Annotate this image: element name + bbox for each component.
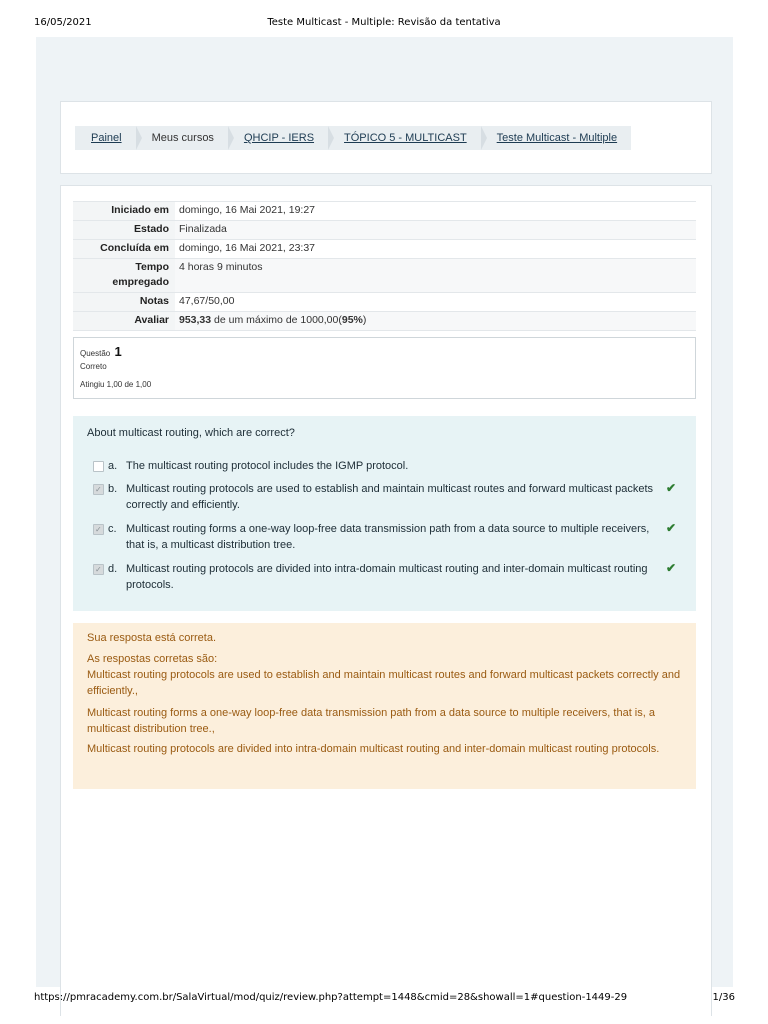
- answer-check-icon-b: ✔: [666, 481, 677, 495]
- state-label: Estado: [73, 221, 175, 240]
- state-value: Finalizada: [175, 221, 696, 240]
- question-text: About multicast routing, which are correct?: [87, 427, 295, 439]
- question-number: [80, 344, 122, 359]
- question-formulation: [73, 416, 696, 611]
- question-number-value: 1: [114, 344, 122, 359]
- answer-text-c: Multicast routing forms a one-way loop-free data transmission path from a data source to multiple receivers, that is, a multicast distribution tree.: [126, 523, 650, 551]
- summary-row-started: [73, 202, 696, 221]
- question-info-box: [73, 337, 696, 399]
- marks-value: 47,67/50,00: [179, 295, 235, 307]
- marks-label: Notas: [73, 293, 175, 312]
- summary-row-grade: [73, 312, 696, 331]
- summary-row-completed: [73, 240, 696, 259]
- completed-value: domingo, 16 Mai 2021, 23:37: [179, 242, 316, 254]
- time-value: 4 horas 9 minutos: [175, 259, 696, 293]
- breadcrumb-link-course[interactable]: QHCIP - IERS: [243, 132, 315, 144]
- grade-max-text: de um máximo de 1000,00(: [211, 314, 342, 326]
- breadcrumb-text-meus-cursos: Meus cursos: [151, 132, 214, 144]
- breadcrumb: [75, 126, 631, 150]
- print-page-number: 1/36: [712, 992, 735, 1003]
- answer-text-d: Multicast routing protocols are divided into intra-domain multicast routing and inter-domain multicast routing protocols.: [126, 563, 648, 591]
- summary-row-state: [73, 221, 696, 240]
- breadcrumb-item-course[interactable]: [228, 126, 328, 150]
- time-label-line1: Tempo: [135, 261, 169, 273]
- summary-row-time: [73, 259, 696, 293]
- feedback-correct-answer-1: Multicast routing protocols are used to establish and maintain multicast routes and forward multicast packets correctly and efficiently.,: [87, 669, 681, 697]
- feedback-correct-answer-2: Multicast routing forms a one-way loop-free data transmission path from a data source to multiple receivers, that is, a multicast distribution tree.,: [87, 707, 655, 735]
- started-label: Iniciado em: [73, 202, 175, 221]
- answer-letter-a: a.: [108, 460, 118, 472]
- feedback-correct-label: As respostas corretas são:: [87, 653, 218, 665]
- breadcrumb-card: [60, 101, 712, 174]
- print-date: 16/05/2021: [34, 17, 92, 28]
- answer-letter-b: b.: [108, 483, 118, 495]
- question-grade: Atingiu 1,00 de 1,00: [80, 380, 152, 389]
- print-url: https://pmracademy.com.br/SalaVirtual/mod/quiz/review.php?attempt=1448&cmid=28&showall=1#question-1449-29: [34, 992, 628, 1003]
- grade-label: Avaliar: [73, 312, 175, 331]
- answer-check-icon-d: ✔: [666, 561, 677, 575]
- breadcrumb-link-quiz[interactable]: Teste Multicast - Multiple: [496, 132, 618, 144]
- breadcrumb-link-painel[interactable]: Painel: [91, 132, 122, 144]
- answer-checkbox-a[interactable]: [93, 461, 104, 472]
- summary-row-marks: [73, 293, 696, 312]
- completed-label: Concluída em: [73, 240, 175, 259]
- breadcrumb-item-painel[interactable]: [75, 126, 136, 150]
- grade-close-paren: ): [362, 314, 367, 326]
- answer-check-icon-c: ✔: [666, 521, 677, 535]
- answer-feedback: [73, 623, 696, 789]
- grade-score: 953,33: [179, 314, 212, 326]
- breadcrumb-item-topic[interactable]: [328, 126, 481, 150]
- answer-letter-c: c.: [108, 523, 117, 535]
- print-title: Teste Multicast - Multiple: Revisão da tentativa: [267, 17, 501, 28]
- breadcrumb-link-topic[interactable]: TÓPICO 5 - MULTICAST: [344, 132, 467, 144]
- answer-checkbox-b[interactable]: [93, 484, 104, 495]
- question-label: Questão: [80, 349, 111, 358]
- time-label-line2: empregado: [112, 276, 169, 288]
- answer-checkbox-d[interactable]: [93, 564, 104, 575]
- attempt-summary-table: [73, 201, 696, 331]
- answer-text-a: The multicast routing protocol includes the IGMP protocol.: [126, 460, 409, 472]
- feedback-correct-answer-3: Multicast routing protocols are divided into intra-domain multicast routing and inter-domain multicast routing protocols.: [87, 743, 660, 755]
- breadcrumb-item-meus-cursos: [136, 126, 228, 150]
- started-value: domingo, 16 Mai 2021, 19:27: [179, 204, 316, 216]
- feedback-result: Sua resposta está correta.: [87, 632, 217, 644]
- answer-letter-d: d.: [108, 563, 118, 575]
- question-state: Correto: [80, 362, 107, 371]
- breadcrumb-item-quiz[interactable]: [481, 126, 631, 150]
- grade-percent: 95%: [341, 314, 363, 326]
- answer-text-b: Multicast routing protocols are used to establish and maintain multicast routes and forward multicast packets correctly and efficiently.: [126, 483, 654, 511]
- answer-checkbox-c[interactable]: [93, 524, 104, 535]
- grade-value: [175, 312, 696, 331]
- time-label: [73, 259, 175, 293]
